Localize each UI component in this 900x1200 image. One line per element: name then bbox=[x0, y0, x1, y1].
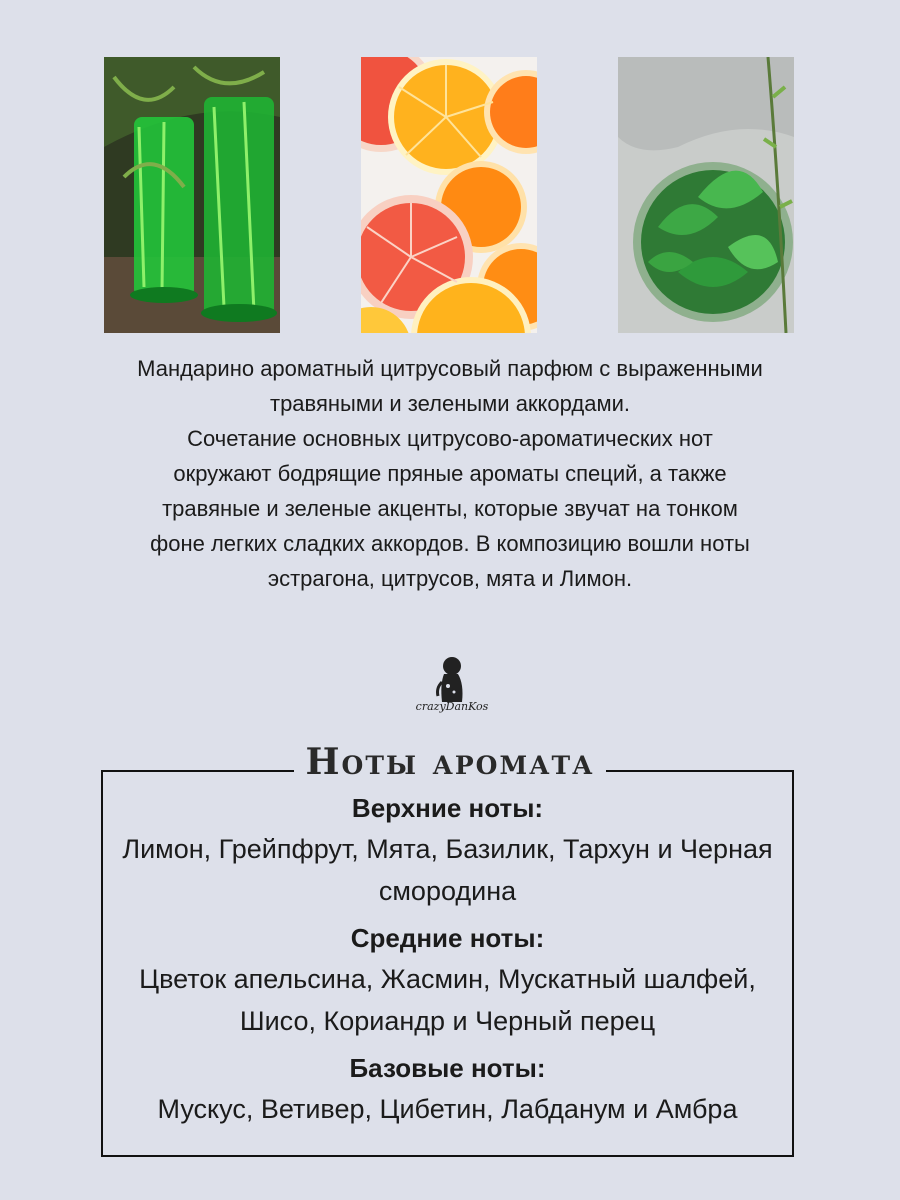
notes-title-text: Ноты аромата bbox=[294, 742, 607, 782]
base-notes-heading: Базовые ноты: bbox=[349, 1053, 546, 1083]
citrus-slices-photo bbox=[361, 57, 537, 333]
description-line: эстрагона, цитрусов, мята и Лимон. bbox=[267, 566, 633, 591]
mint-bowl-photo bbox=[618, 57, 794, 333]
tarragon-drink-photo bbox=[104, 57, 280, 333]
description-line: фоне легких сладких аккордов. В композицию вошли ноты bbox=[150, 531, 750, 556]
description-line: окружают бодрящие пряные ароматы специй, а также bbox=[173, 461, 727, 486]
perfume-description bbox=[60, 351, 840, 596]
notes-title bbox=[0, 742, 900, 782]
brand-wordmark: crazyDanKos bbox=[415, 700, 489, 713]
fragrance-notes bbox=[101, 788, 794, 1136]
middle-notes-list: Цветок апельсина, Жасмин, Мускатный шалфей, Шисо, Кориандр и Черный перец bbox=[139, 964, 756, 1036]
base-notes-list: Мускус, Ветивер, Цибетин, Лабданум и Амбра bbox=[157, 1094, 738, 1124]
silhouette-icon bbox=[396, 654, 506, 704]
middle-notes-heading: Средние ноты: bbox=[350, 923, 545, 953]
description-line: Мандарино ароматный цитрусовый парфюм с выраженными bbox=[137, 356, 763, 381]
description-line: травяными и зелеными аккордами. bbox=[270, 391, 630, 416]
brand-logo bbox=[396, 654, 506, 722]
top-notes-list: Лимон, Грейпфрут, Мята, Базилик, Тархун и Черная смородина bbox=[122, 834, 773, 906]
description-line: Сочетание основных цитрусово-ароматических нот bbox=[187, 426, 713, 451]
top-notes-heading: Верхние ноты: bbox=[351, 793, 544, 823]
description-line: травяные и зеленые акценты, которые звучат на тонком bbox=[162, 496, 738, 521]
